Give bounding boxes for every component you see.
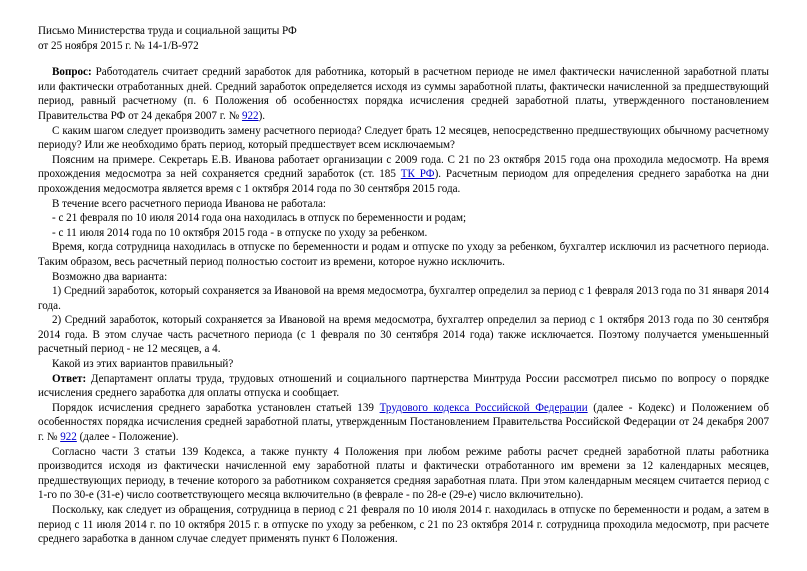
variants-intro: Возможно два варианта:	[52, 270, 168, 283]
list-item: - с 11 июля 2014 года по 10 октября 2015 года - в отпуске по уходу за ребенком.	[52, 226, 428, 239]
question-final: Какой из этих вариантов правильный?	[52, 358, 234, 371]
answer-paragraph-3: Согласно части 3 статьи 139 Кодекса, а также пункту 4 Положения при любом режиме работы расчет средней заработной платы работника производится исходя из фактически начисленной ему заработной платы и фактически отработанного им времени за 12 календарных месяцев, предшествующих периоду, в течение которого за работником сохраняется средняя заработная плата. При этом календарным месяцем считается период с 1-го по 30-е (31-е) число соответствующего месяца включительно (в феврале - по 28-е (29-е) число включительно).	[38, 445, 769, 502]
answer-label: Ответ:	[52, 372, 87, 385]
letter-date-number: от 25 ноября 2015 г. № 14-1/В-972	[38, 39, 199, 52]
letter-title: Письмо Министерства труда и социальной защиты РФ	[38, 25, 297, 37]
question-label: Вопрос:	[52, 66, 92, 79]
link-tk-rf[interactable]: ТК РФ	[400, 168, 435, 181]
link-resolution-922[interactable]: 922	[60, 431, 77, 444]
link-labor-code[interactable]: Трудового кодекса Российской Федерации	[379, 401, 588, 414]
exclusion-paragraph: Время, когда сотрудница находилась в отпуске по беременности и родам и отпуске по уходу за ребенком, бухгалтер исключил из расчетного периода. Таким образом, весь расчетный период полностью состоит из времени, которое нужно исключить.	[38, 241, 769, 268]
list-item: - с 21 февраля по 10 июля 2014 года она находилась в отпуск по беременности и родам;	[52, 212, 467, 225]
letter-header	[38, 24, 769, 53]
variant-1: 1) Средний заработок, который сохраняется за Ивановой на время медосмотра, бухгалтер определил за период с 1 февраля 2013 года по 31 января 2014 года.	[38, 285, 769, 312]
question-paragraph-2: С каким шагом следует производить замену расчетного периода? Следует брать 12 месяцев, непосредственно предшествующих обычному расчетному периоду? Или же необходимо брать период, который предшествует всем исключаемым?	[38, 124, 769, 152]
variant-2: 2) Средний заработок, который сохраняется за Ивановой на время медосмотра, бухгалтер определил за период с 1 октября 2013 года по 30 сентября 2014 года. В этом случае часть расчетного периода (с 1 февраля по 30 сентября 2014 года) также исключается. Поэтому получается уменьшенный расчетный период - не 12 месяцев, а 4.	[38, 314, 769, 356]
list-intro: В течение всего расчетного периода Иванова не работала:	[52, 197, 327, 210]
link-resolution-922[interactable]: 922	[241, 109, 259, 122]
answer-paragraph-2: Порядок исчисления среднего заработка установлен статьей 139 Трудового кодекса Российской Федерации (далее - Кодекс) и Положением об особенностях порядка исчисления средней заработной платы, утвержденным Постановлением Правительства Российской Федерации от 24 декабря 2007 г. № 922 (далее - Положение).	[38, 401, 769, 444]
question-paragraph: Вопрос: Работодатель считает средний заработок для работника, который в расчетном периоде не имел фактически начисленной заработной платы или фактически отработанных дней. Средний заработок определяется исходя из суммы заработной платы, фактически начисленной за предшествующий период, равный расчетному (п. 6 Положения об особенностях порядка исчисления средней заработной платы, утвержденного постановлением Правительства РФ от 24 декабря 2007 г. № 922).	[38, 66, 769, 122]
example-paragraph: Поясним на примере. Секретарь Е.В. Иванова работает организации с 2009 года. С 21 по 23 октября 2015 года она проходила медосмотр. На время прохождения медосмотра за ней сохраняется средний заработок (ст. 185 ТК РФ). Расчетным периодом для определения среднего заработка на дни прохождения медосмотра является время с 1 октября 2014 года по 30 сентября 2015 года.	[38, 153, 769, 195]
answer-paragraph-4: Поскольку, как следует из обращения, сотрудница в период с 21 февраля по 10 июля 2014 г. находилась в отпуске по беременности и родам, а затем в период с 11 июля 2014 г. по 10 октября 2015 г. в отпуске по уходу за ребенком, с 21 по 23 октября 2014 г. сотрудница проходила медосмотр, при расчете среднего заработка в данном случае следует применять пункт 6 Положения.	[38, 504, 769, 546]
answer-paragraph: Ответ: Департамент оплаты труда, трудовых отношений и социального партнерства Минтруда России рассмотрел письмо по вопросу о порядке исчисления среднего заработка для оплаты отпуска и сообщает.	[38, 372, 769, 400]
